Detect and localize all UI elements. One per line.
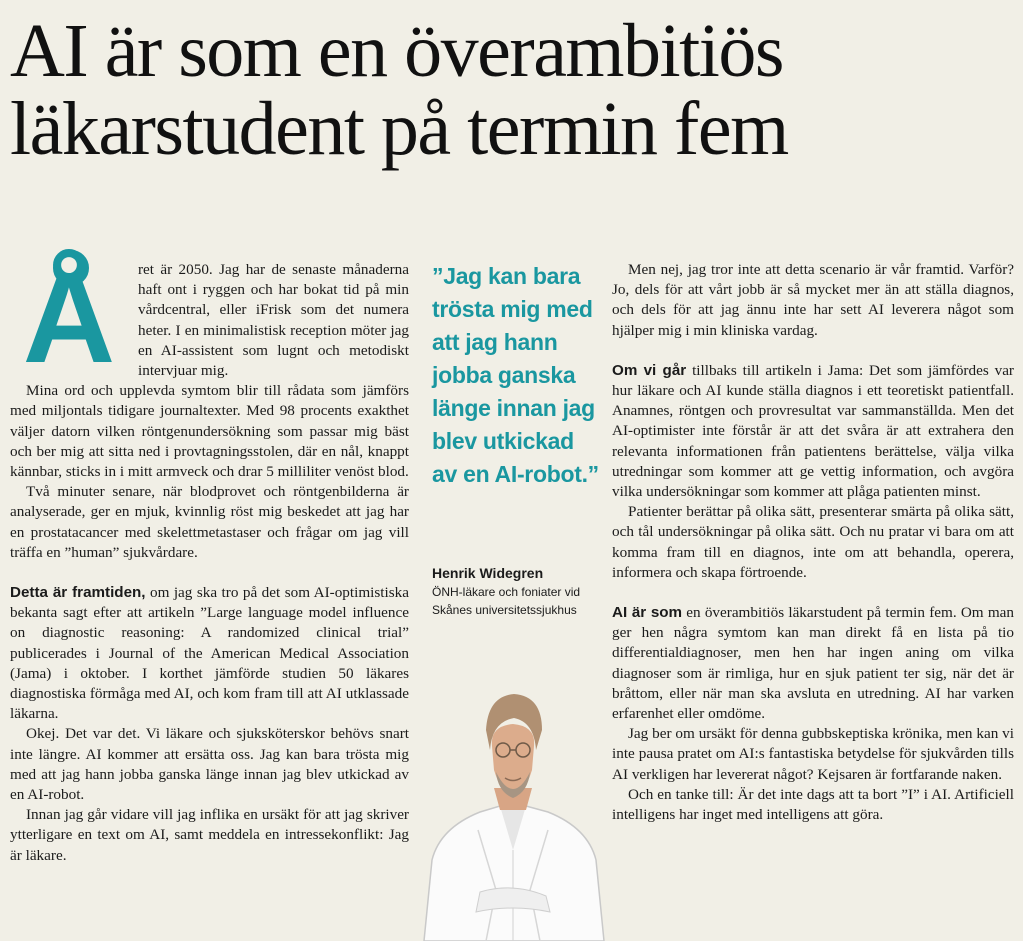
author-portrait bbox=[418, 660, 608, 941]
paragraph bbox=[10, 583, 409, 724]
paragraph: Men nej, jag tror inte att detta scenario är vår framtid. Varför? Jo, dels för att vårt jobb är så mycket mer än att ställa diagnos, och dels för att jag ännu inte har sett AI leverera något som hjälper mig i min kliniska vardag. bbox=[612, 261, 1014, 339]
drop-cap bbox=[10, 247, 128, 390]
author-title: ÖNH-läkare och foniater vid Skånes universitetssjukhus bbox=[432, 585, 581, 617]
paragraph-body: en överambitiös läkarstudent på termin fem. Om man ger hen några symtom kan man direkt få en lista på tio differentialdiagnoser, men hen har ingen aning om vilka diagnoser som är rimliga, hur en sjuk patient ter sig, när det är bråttom, eller när man ska avsluta en utredning. AI har varken erfarenhet eller omdöme. bbox=[612, 604, 1014, 723]
paragraph-body: tillbaks till artikeln i Jama: Det som jämfördes var hur läkare och AI kunde ställa diagnos i ett teoretiskt patientfall. Anamnes, röntgen och provresultat var sammanställda. Men det AI-optimister inte förstår är att det svåra är att extrahera den relevanta informationen från patientens berättelse, välja vilka utredningar som kommer att ge vettig information, och avgöra vilka undersökningar som kommer att plåga patienten minst. bbox=[612, 361, 1014, 501]
article-column-right bbox=[612, 260, 1014, 825]
headline bbox=[10, 9, 1015, 171]
paragraph: ret är 2050. Jag har de senaste månaderna haft ont i ryggen och har bokat tid på min vårdcentral, eller iFrisk som det numera heter. I en minimalistisk reception möter jag en AI-assistent som lugnt och metodiskt intervjuar mig. bbox=[138, 261, 409, 380]
paragraph: Patienter berättar på olika sätt, presenterar smärta på olika sätt, och tål undersökningar på olika sätt. Och nu pratar vi bara om att komma fram till en diagnos, inte om att behandla, operera, informera och skapa förtroende. bbox=[612, 503, 1014, 581]
paragraph: Okej. Det var det. Vi läkare och sjuksköterskor behövs snart inte längre. AI kommer att ersätta oss. Jag kan bara trösta mig med att jag hann jobba ganska länge innan jag blev utkickad av en AI-robot. bbox=[10, 725, 409, 804]
article-column-left bbox=[10, 247, 409, 866]
paragraph-lead-in: Om vi går bbox=[612, 361, 687, 379]
author-name: Henrik Widegren bbox=[432, 565, 544, 581]
paragraph: Innan jag går vidare vill jag inflika en ursäkt för att jag skriver ytterligare en text om AI, samt meddela en intressekonflikt: Jag är läkare. bbox=[10, 806, 409, 864]
byline bbox=[432, 563, 602, 619]
paragraph bbox=[612, 361, 1014, 502]
paragraph: Mina ord och upplevda symtom blir till rådata som jämförs med miljontals tidigare journaltexter. Med 98 procents exakthet väljer datorn vilken röntgenundersökning som passar mig bäst och ber mig att sitta ned i provtagningsstolen, där en nål, knappt kännbar, sticks in i mitt armveck och drar 5 milliliter venöst blod. bbox=[10, 382, 409, 481]
paragraph: Och en tanke till: Är det inte dags att ta bort ”I” i AI. Artificiell intelligens har inget med intelligens att göra. bbox=[612, 785, 1014, 824]
paragraph-body: om jag ska tro på det som AI-optimistiska bekanta sagt efter att artikeln ”Large language model influence on diagnostic reasoning: A randomized clinical trial” publicerades i Journal of the American Medical Association (Jama) i oktober. I korthet jämförde studien 50 läkares diagnostiska förmåga med AI, och kom fram till att AI utklassade läkarna. bbox=[10, 584, 409, 723]
paragraph-lead-in: Detta är framtiden, bbox=[10, 584, 146, 602]
pull-quote: ”Jag kan bara trösta mig med att jag hann jobba ganska länge innan jag blev utkickad av en AI-robot.” bbox=[432, 263, 599, 487]
paragraph: Två minuter senare, när blodprovet och röntgenbilderna är analyserade, ger en mjuk, kvinnlig röst mig beskedet att jag har en prostatacancer med skelettmetastaser och frågar om jag vill träffa en ”human” sjukvårdare. bbox=[10, 483, 409, 561]
paragraph: Jag ber om ursäkt för denna gubbskeptiska krönika, men kan vi inte pausa pratet om AI:s fantastiska betydelse för sjukvården tills AI verkligen har levererat något? Kejsaren är fortfarande naken. bbox=[612, 725, 1014, 783]
paragraph bbox=[612, 603, 1014, 724]
headline-line-1: AI är som en överambitiös bbox=[10, 9, 783, 93]
paragraph-lead-in: AI är som bbox=[612, 604, 683, 622]
drop-cap-letter: Å bbox=[22, 247, 116, 390]
headline-line-2: läkarstudent på termin fem bbox=[10, 87, 788, 171]
